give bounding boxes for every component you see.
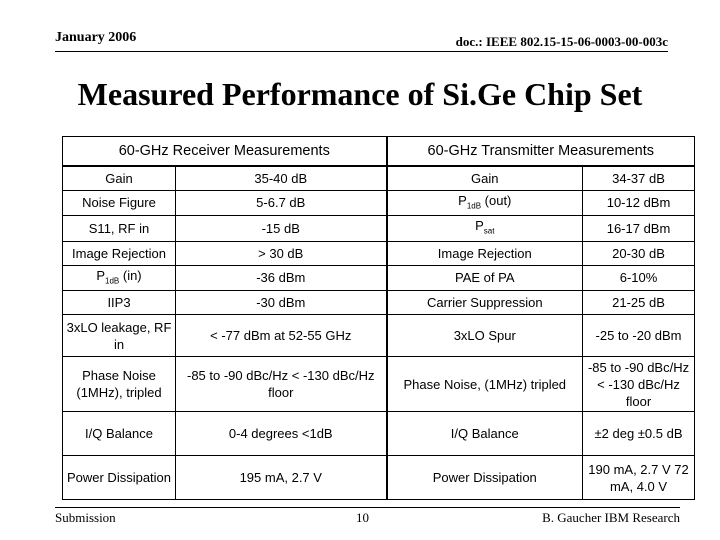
- tx-param-main: P: [475, 218, 484, 234]
- tx-value: ±2 deg ±0.5 dB: [583, 412, 695, 456]
- rx-param-main: P: [96, 267, 106, 283]
- footer-submission: Submission: [55, 510, 116, 525]
- rx-value: -36 dBm: [176, 265, 387, 291]
- transmitter-header: 60-GHz Transmitter Measurements: [387, 137, 695, 167]
- rx-param-sub: 1dB: [105, 276, 120, 286]
- rx-value: > 30 dB: [176, 241, 387, 265]
- table-row: [63, 190, 695, 216]
- rx-param: IIP3: [63, 291, 176, 315]
- rx-param: I/Q Balance: [63, 412, 176, 456]
- tx-param-sub: sat: [483, 226, 495, 236]
- tx-value: 34-37 dB: [583, 166, 695, 190]
- tx-param: Carrier Suppression: [387, 291, 583, 315]
- tx-param: [387, 190, 583, 216]
- tx-value: 21-25 dB: [583, 291, 695, 315]
- receiver-header: 60-GHz Receiver Measurements: [63, 137, 387, 167]
- table-row: [63, 291, 695, 315]
- rx-param: Gain: [63, 166, 176, 190]
- table-header-row: [63, 137, 695, 167]
- tx-param: Image Rejection: [387, 241, 583, 265]
- footer-rule: [55, 507, 680, 508]
- tx-value: 10-12 dBm: [583, 190, 695, 216]
- rx-value: -30 dBm: [176, 291, 387, 315]
- rx-value: < -77 dBm at 52-55 GHz: [176, 315, 387, 357]
- header-date: January 2006: [55, 30, 137, 45]
- slide-title: Measured Performance of Si.Ge Chip Set: [77, 76, 643, 112]
- tx-value: -25 to -20 dBm: [583, 315, 695, 357]
- rx-value: 5-6.7 dB: [176, 190, 387, 216]
- rx-value: -15 dB: [176, 216, 387, 242]
- table-row: [63, 265, 695, 291]
- rx-value: 0-4 degrees <1dB: [176, 412, 387, 456]
- header-doc-id: doc.: IEEE 802.15-15-06-0003-00-003c: [455, 34, 668, 49]
- table-row: [63, 166, 695, 190]
- table-row: [63, 216, 695, 242]
- table-row: [63, 315, 695, 357]
- rx-param: Phase Noise (1MHz), tripled: [63, 357, 176, 412]
- rx-param: Power Dissipation: [63, 456, 176, 500]
- rx-param: S11, RF in: [63, 216, 176, 242]
- tx-param-sub: 1dB: [466, 201, 482, 211]
- rx-value: 195 mA, 2.7 V: [176, 456, 387, 500]
- measurements-table: [62, 136, 695, 500]
- tx-param: Phase Noise, (1MHz) tripled: [387, 357, 583, 412]
- footer-author: B. Gaucher IBM Research: [542, 510, 680, 525]
- rx-param: Image Rejection: [63, 241, 176, 265]
- rx-param: Noise Figure: [63, 190, 176, 216]
- tx-param: 3xLO Spur: [387, 315, 583, 357]
- table-row: [63, 412, 695, 456]
- footer-page-number: 10: [356, 510, 369, 525]
- tx-param: Power Dissipation: [387, 456, 583, 500]
- rx-param: 3xLO leakage, RF in: [63, 315, 176, 357]
- rx-param-tail: (in): [119, 267, 142, 283]
- table-row: [63, 357, 695, 412]
- tx-param-tail: (out): [481, 192, 512, 208]
- table-row: [63, 241, 695, 265]
- header-rule: [55, 51, 668, 52]
- tx-value: -85 to -90 dBc/Hz < -130 dBc/Hz floor: [583, 357, 695, 412]
- rx-value: 35-40 dB: [176, 166, 387, 190]
- tx-param: PAE of PA: [387, 265, 583, 291]
- tx-param: Gain: [387, 166, 583, 190]
- tx-param-main: P: [458, 192, 467, 208]
- tx-value: 20-30 dB: [583, 241, 695, 265]
- tx-value: 6-10%: [583, 265, 695, 291]
- tx-value: 16-17 dBm: [583, 216, 695, 242]
- tx-param: I/Q Balance: [387, 412, 583, 456]
- tx-value: 190 mA, 2.7 V 72 mA, 4.0 V: [583, 456, 695, 500]
- tx-param: [387, 216, 583, 242]
- table-row: [63, 456, 695, 500]
- rx-value: -85 to -90 dBc/Hz < -130 dBc/Hz floor: [176, 357, 387, 412]
- rx-param: [63, 265, 176, 291]
